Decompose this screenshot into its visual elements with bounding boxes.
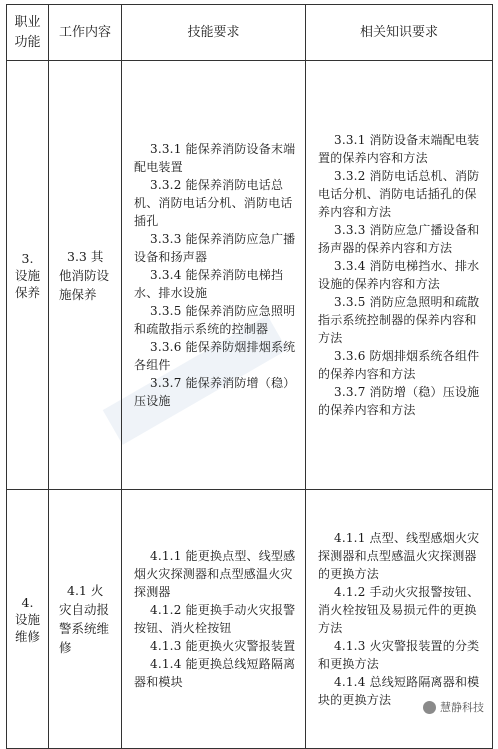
- skill-item: 3.3.3 能保养消防应急广播设备和扬声器: [134, 232, 296, 264]
- function-cell: 4. 设施 维修: [7, 490, 49, 749]
- knowledge-item: 4.1.4 总线短路隔离器和模块的更换方法: [318, 675, 480, 707]
- function-cell: 3. 设施 保养: [7, 61, 49, 490]
- brand-logo-icon: [423, 701, 436, 714]
- knowledge-item: 3.3.5 消防应急照明和疏散指示系统控制器的保养内容和方法: [318, 295, 480, 345]
- knowledge-item: 4.1.2 手动火灾报警按钮、消火栓按钮及易损元件的更换方法: [318, 585, 480, 635]
- skill-item: 3.3.7 能保养消防增（稳）压设施: [134, 376, 296, 408]
- header-knowledge-requirements: 相关知识要求: [306, 5, 493, 61]
- skills-cell: [122, 490, 306, 749]
- header-function: 职业 功能: [7, 5, 49, 61]
- skills-cell: [122, 61, 306, 490]
- work-content-cell: 4.1 火灾自动报警系统维修: [49, 490, 122, 749]
- knowledge-item: 4.1.1 点型、线型感烟火灾探测器和点型感温火灾探测器的更换方法: [318, 531, 480, 581]
- skill-item: 3.3.4 能保养消防电梯挡水、排水设施: [134, 268, 284, 300]
- skill-item: 3.3.5 能保养消防应急照明和疏散指示系统的控制器: [134, 304, 296, 336]
- knowledge-item: 4.1.3 火灾警报装置的分类和更换方法: [318, 639, 480, 671]
- knowledge-cell: [306, 61, 493, 490]
- knowledge-item: 3.3.3 消防应急广播设备和扬声器的保养内容和方法: [318, 223, 480, 255]
- skill-item: 3.3.2 能保养消防电话总机、消防电话分机、消防电话插孔: [134, 178, 293, 228]
- skill-item: 4.1.4 能更换总线短路隔离器和模块: [134, 657, 296, 689]
- header-skill-requirements: 技能要求: [122, 5, 306, 61]
- table-row: [7, 61, 493, 490]
- work-content-cell: 3.3 其他消防设施保养: [49, 61, 122, 490]
- knowledge-item: 3.3.7 消防增（稳）压设施的保养内容和方法: [318, 385, 480, 417]
- header-row: [7, 5, 493, 61]
- knowledge-item: 3.3.1 消防设备末端配电装置的保养内容和方法: [318, 133, 480, 165]
- skill-item: 4.1.3 能更换火灾警报装置: [150, 639, 296, 653]
- knowledge-item: 3.3.2 消防电话总机、消防电话分机、消防电话插孔的保养内容和方法: [318, 169, 480, 219]
- skill-item: 3.3.6 能保养防烟排烟系统各组件: [134, 340, 296, 372]
- header-work-content: 工作内容: [49, 5, 122, 61]
- skill-item: 3.3.1 能保养消防设备末端配电装置: [134, 142, 296, 174]
- brand-name: 慧静科技: [440, 701, 484, 714]
- knowledge-item: 3.3.6 防烟排烟系统各组件的保养内容和方法: [318, 349, 480, 381]
- brand-watermark: [421, 699, 486, 715]
- skill-item: 4.1.2 能更换手动火灾报警按钮、消火栓按钮: [134, 603, 296, 635]
- skills-table: [6, 4, 493, 749]
- skill-item: 4.1.1 能更换点型、线型感烟火灾探测器和点型感温火灾探测器: [134, 549, 296, 599]
- knowledge-item: 3.3.4 消防电梯挡水、排水设施的保养内容和方法: [318, 259, 480, 291]
- table-row: [7, 490, 493, 749]
